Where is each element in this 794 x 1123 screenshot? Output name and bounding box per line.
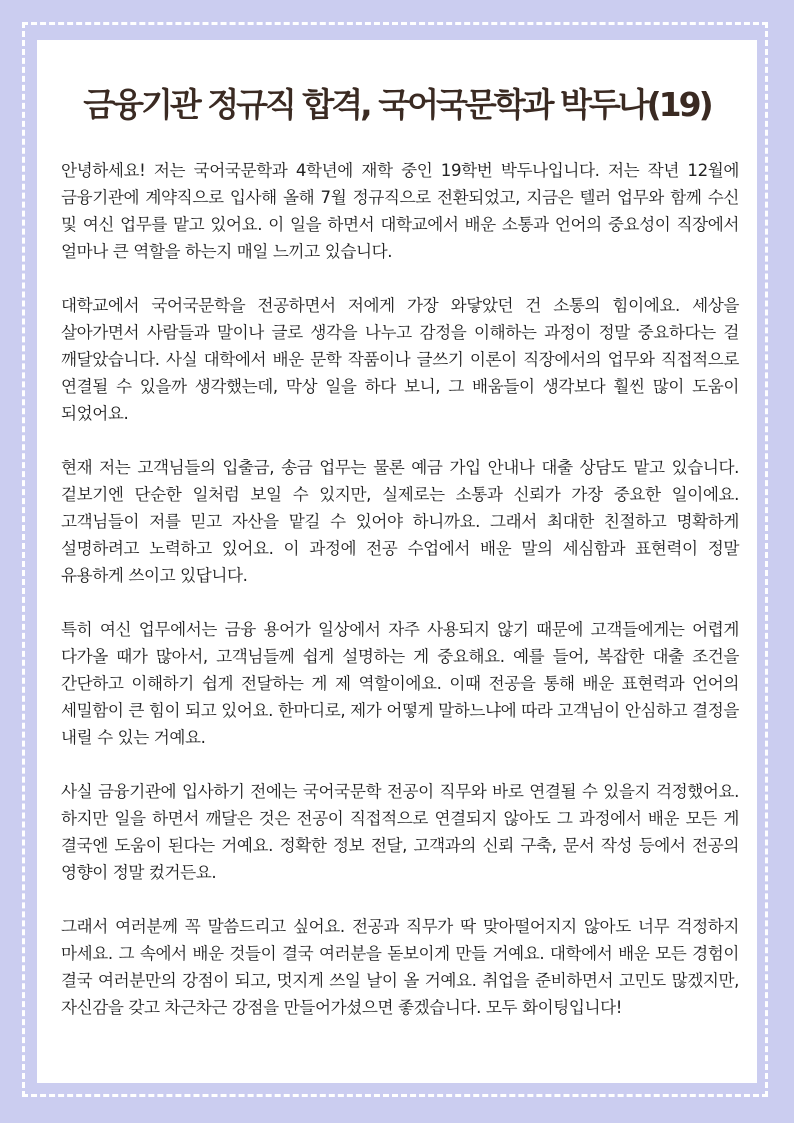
document-card bbox=[37, 40, 757, 1083]
paragraph-intro: 안녕하세요! 저는 국어국문학과 4학년에 재학 중인 19학번 박두나입니다. 저는 작년 12월에 금융기관에 계약직으로 입사해 올해 7월 정규직으로 전환되었고, 지금은 텔러 업무와 함께 수신 및 여신 업무를 맡고 있어요. 이 일을 하면서 대학교에서 배운 소통과 언어의 중요성이 직장에서 얼마나 큰 역할을 하는지 매일 느끼고 있습니다. bbox=[61, 161, 739, 261]
paragraph-advice: 그래서 여러분께 꼭 말씀드리고 싶어요. 전공과 직무가 딱 맞아떨어지지 않아도 너무 걱정하지 마세요. 그 속에서 배운 것들이 결국 여러분을 돋보이게 만들 거예요. 대학에서 배운 모든 경험이 결국 여러분만의 강점이 되고, 멋지게 쓰일 날이 올 거예요. 취업을 준비하면서 고민도 많겠지만, 자신감을 갖고 차근차근 강점을 만들어가셨으면 좋겠습니다. 모두 화이팅입니다! bbox=[61, 917, 739, 1017]
page-title: 금융기관 정규직 합격, 국어국문학과 박두나(19) bbox=[83, 85, 711, 124]
article-body bbox=[61, 157, 739, 1048]
paragraph-worry: 사실 금융기관에 입사하기 전에는 국어국문학 전공이 직무와 바로 연결될 수 있을지 걱정했어요. 하지만 일을 하면서 깨달은 것은 전공이 직접적으로 연결되지 않아도 그 과정에서 배운 모든 게 결국엔 도움이 된다는 거예요. 정확한 정보 전달, 고객과의 신뢰 구축, 문서 작성 등에서 전공의 영향이 정말 컸거든요. bbox=[61, 782, 739, 882]
paragraph-current-work: 현재 저는 고객님들의 입출금, 송금 업무는 물론 예금 가입 안내나 대출 상담도 맡고 있습니다. 겉보기엔 단순한 일처럼 보일 수 있지만, 실제로는 소통과 신뢰가 가장 중요한 일이에요. 고객님들이 저를 믿고 자산을 맡길 수 있어야 하니까요. 그래서 최대한 친절하고 명확하게 설명하려고 노력하고 있어요. 이 과정에 전공 수업에서 배운 말의 세심함과 표현력이 정말 유용하게 쓰이고 있답니다. bbox=[61, 458, 739, 585]
paragraph-communication: 대학교에서 국어국문학을 전공하면서 저에게 가장 와닿았던 건 소통의 힘이에요. 세상을 살아가면서 사람들과 말이나 글로 생각을 나누고 감정을 이해하는 과정이 정말 중요하다는 걸 깨달았습니다. 사실 대학에서 배운 문학 작품이나 글쓰기 이론이 직장에서의 업무와 직접적으로 연결될 수 있을까 생각했는데, 막상 일을 하다 보니, 그 배움들이 생각보다 훨씬 많이 도움이 되었어요. bbox=[61, 296, 739, 423]
paragraph-loan-work: 특히 여신 업무에서는 금융 용어가 일상에서 자주 사용되지 않기 때문에 고객들에게는 어렵게 다가올 때가 많아서, 고객님들께 쉽게 설명하는 게 중요해요. 예를 들어, 복잡한 대출 조건을 간단하고 이해하기 쉽게 전달하는 게 제 역할이에요. 이때 전공을 통해 배운 표현력과 언어의 세밀함이 큰 힘이 되고 있어요. 한마디로, 제가 어떻게 말하느냐에 따라 고객님이 안심하고 결정을 내릴 수 있는 거예요. bbox=[61, 620, 739, 747]
